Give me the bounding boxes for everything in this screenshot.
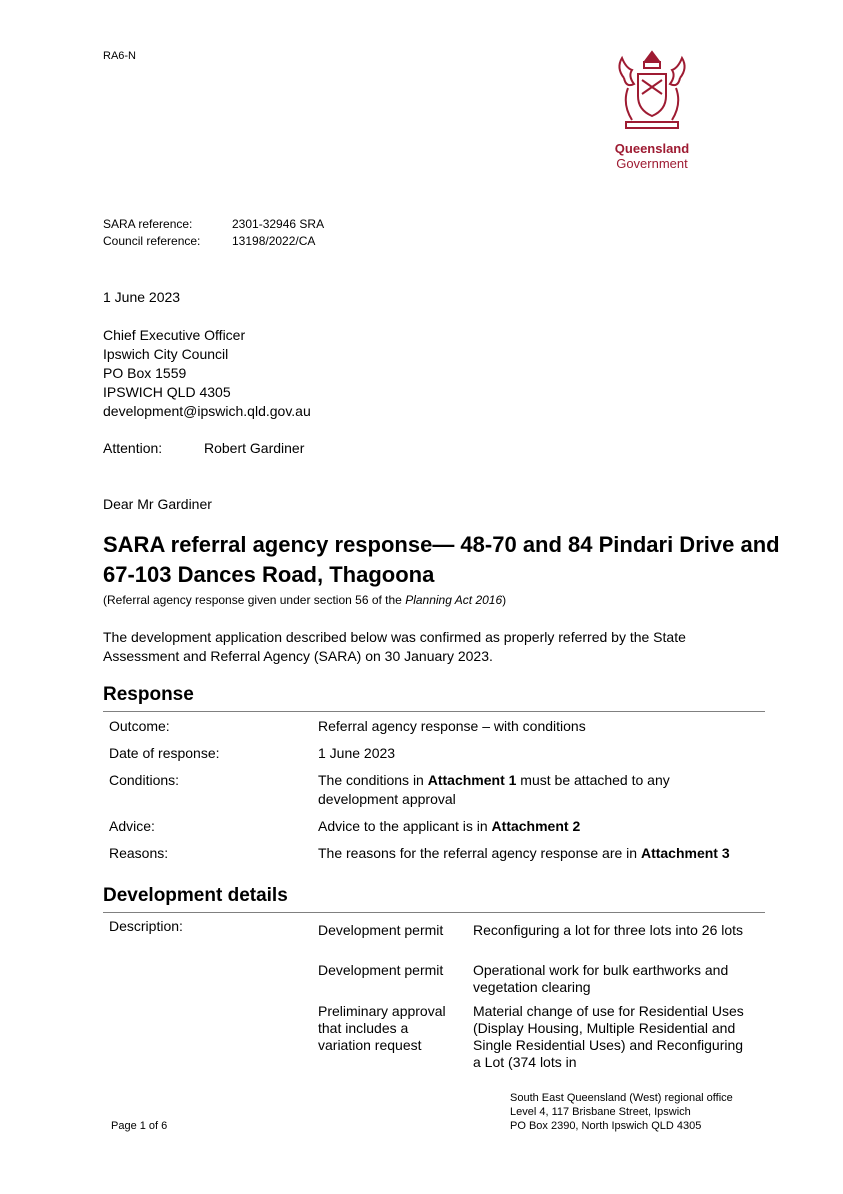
- development-type: Development permit: [318, 922, 444, 938]
- address-line: Ipswich City Council: [103, 346, 229, 362]
- reasons-attachment: Attachment 3: [640, 845, 730, 861]
- response-divider: [103, 711, 765, 712]
- reasons-label: Reasons:: [109, 845, 169, 861]
- conditions-suffix: must be attached to any development approval: [318, 772, 670, 807]
- conditions-attachment: Attachment 1: [427, 772, 517, 788]
- attention-name: Robert Gardiner: [204, 440, 305, 456]
- council-reference: [103, 234, 315, 248]
- council-reference-value: 13198/2022/CA: [232, 234, 316, 248]
- council-reference-label: Council reference:: [103, 234, 201, 248]
- sara-reference-label: SARA reference:: [103, 217, 193, 231]
- advice-value: [318, 817, 758, 836]
- coat-of-arms-icon: [604, 48, 700, 134]
- development-type: Development permit: [318, 962, 444, 978]
- address-line: IPSWICH QLD 4305: [103, 384, 231, 400]
- intro-paragraph: The development application described below was confirmed as properly referred by the State Assessment and Referral Agency (SARA) on 30 January 2023.: [103, 629, 686, 664]
- description-label: Description:: [109, 918, 183, 934]
- address-block: [103, 326, 311, 421]
- development-description: Operational work for bulk earthworks and vegetation clearing: [473, 962, 729, 995]
- queensland-government-logo: [604, 48, 700, 171]
- advice-attachment: Attachment 2: [491, 818, 581, 834]
- page-title: SARA referral agency response— 48-70 and 84 Pindari Drive and 67-103 Dances Road, Thagoona: [103, 532, 780, 587]
- date-of-response-label: Date of response:: [109, 745, 220, 761]
- response-heading: Response: [103, 684, 194, 705]
- subtitle: [103, 593, 506, 607]
- subtitle-prefix: (Referral agency response given under section 56 of the: [103, 593, 406, 607]
- development-type: Preliminary approval that includes a variation request: [318, 1003, 446, 1053]
- logo-line-1: Queensland: [614, 141, 690, 156]
- logo-line-2: Government: [616, 156, 688, 171]
- office-line: Level 4, 117 Brisbane Street, Ipswich: [510, 1106, 691, 1118]
- development-description: Reconfiguring a lot for three lots into 26 lots: [473, 922, 744, 938]
- advice-label: Advice:: [109, 818, 155, 834]
- address-line: PO Box 1559: [103, 365, 187, 381]
- attention-line: [103, 439, 304, 458]
- page-number: Page 1 of 6: [111, 1120, 168, 1132]
- advice-prefix: Advice to the applicant is in: [318, 818, 492, 834]
- outcome-value: Referral agency response – with conditions: [318, 718, 586, 734]
- conditions-prefix: The conditions in: [318, 772, 428, 788]
- development-description: Material change of use for Residential Uses (Display Housing, Multiple Residential and Single Residential Uses) and Reconfiguring a Lot (374 lots in: [473, 1003, 744, 1070]
- subtitle-act: Planning Act 2016: [405, 593, 503, 607]
- date-of-response-value: 1 June 2023: [318, 745, 396, 761]
- office-line: South East Queensland (West) regional office: [510, 1092, 733, 1104]
- address-email: development@ipswich.qld.gov.au: [103, 403, 311, 419]
- reasons-value: [318, 844, 758, 863]
- sara-reference-value: 2301-32946 SRA: [232, 217, 325, 231]
- development-details-heading: Development details: [103, 885, 288, 906]
- sara-reference: [103, 217, 324, 231]
- salutation: Dear Mr Gardiner: [103, 496, 212, 512]
- development-divider: [103, 912, 765, 913]
- conditions-label: Conditions:: [109, 772, 180, 788]
- conditions-value: [318, 771, 718, 809]
- form-code: RA6-N: [103, 50, 137, 62]
- office-line: PO Box 2390, North Ipswich QLD 4305: [510, 1120, 702, 1132]
- attention-label: Attention:: [103, 440, 163, 456]
- address-line: Chief Executive Officer: [103, 327, 246, 343]
- office-address: [510, 1091, 733, 1133]
- reasons-prefix: The reasons for the referral agency response are in: [318, 845, 641, 861]
- letter-date: 1 June 2023: [103, 289, 181, 305]
- outcome-label: Outcome:: [109, 718, 170, 734]
- subtitle-suffix: ): [502, 593, 507, 607]
